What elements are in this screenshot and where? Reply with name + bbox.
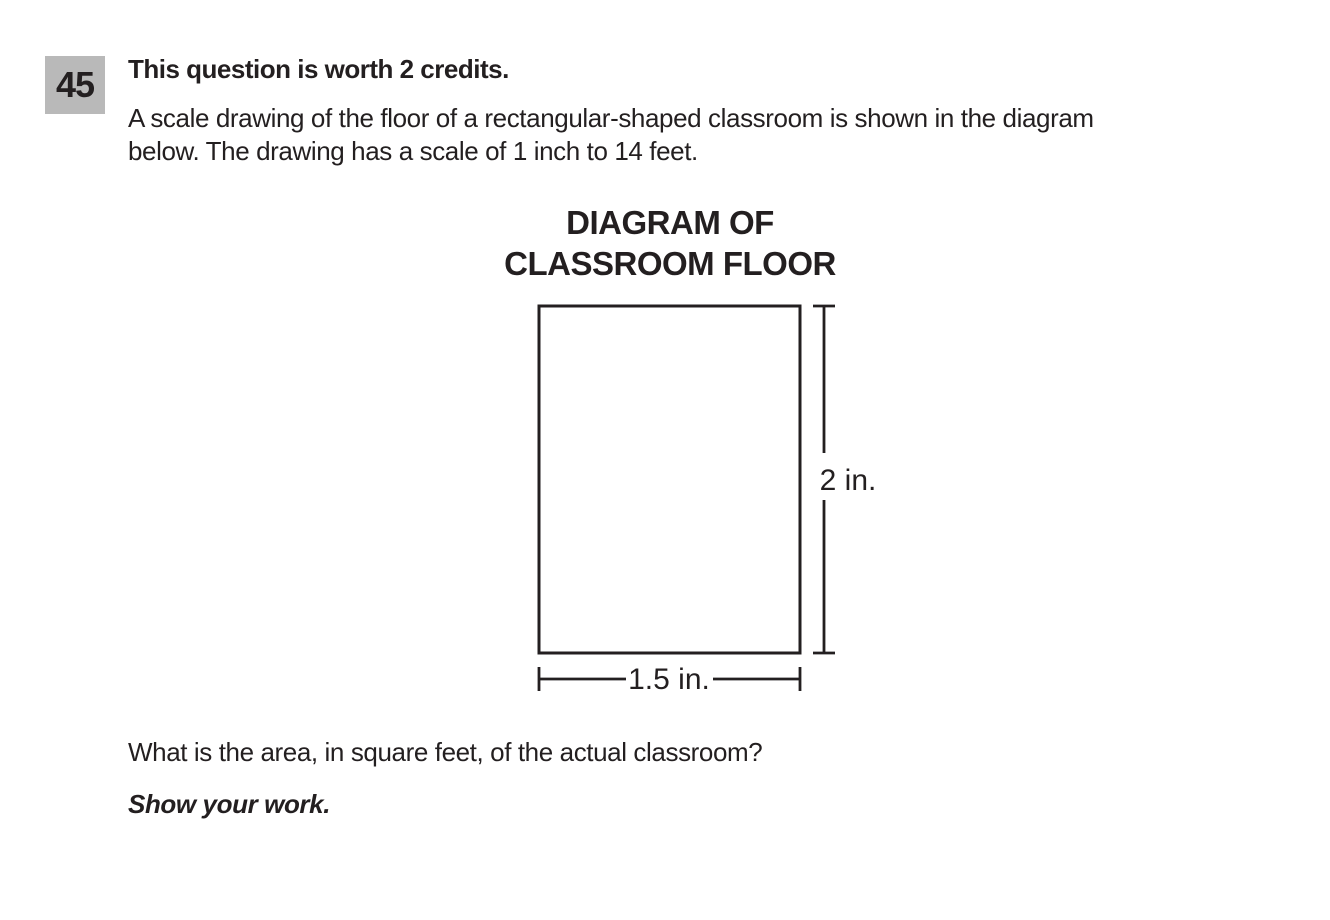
width-dimension-label: 1.5 in. xyxy=(628,663,710,696)
question-number-badge: 45 xyxy=(45,56,105,114)
show-your-work-instruction: Show your work. xyxy=(128,789,331,819)
classroom-rectangle xyxy=(539,306,800,653)
diagram-title xyxy=(420,202,920,284)
prompt-line-2: below. The drawing has a scale of 1 inch to 14 feet. xyxy=(128,136,698,166)
question-text: What is the area, in square feet, of the actual classroom? xyxy=(128,737,763,767)
prompt-line-1: A scale drawing of the floor of a rectangular-shaped classroom is shown in the diagram xyxy=(128,103,1094,133)
height-dimension-label: 2 in. xyxy=(819,464,877,497)
diagram-title-line-2: CLASSROOM FLOOR xyxy=(504,245,836,282)
question-prompt xyxy=(128,102,1094,168)
diagram-title-line-1: DIAGRAM OF xyxy=(566,204,774,241)
classroom-floor-diagram xyxy=(440,290,900,700)
credit-statement: This question is worth 2 credits. xyxy=(128,54,509,84)
